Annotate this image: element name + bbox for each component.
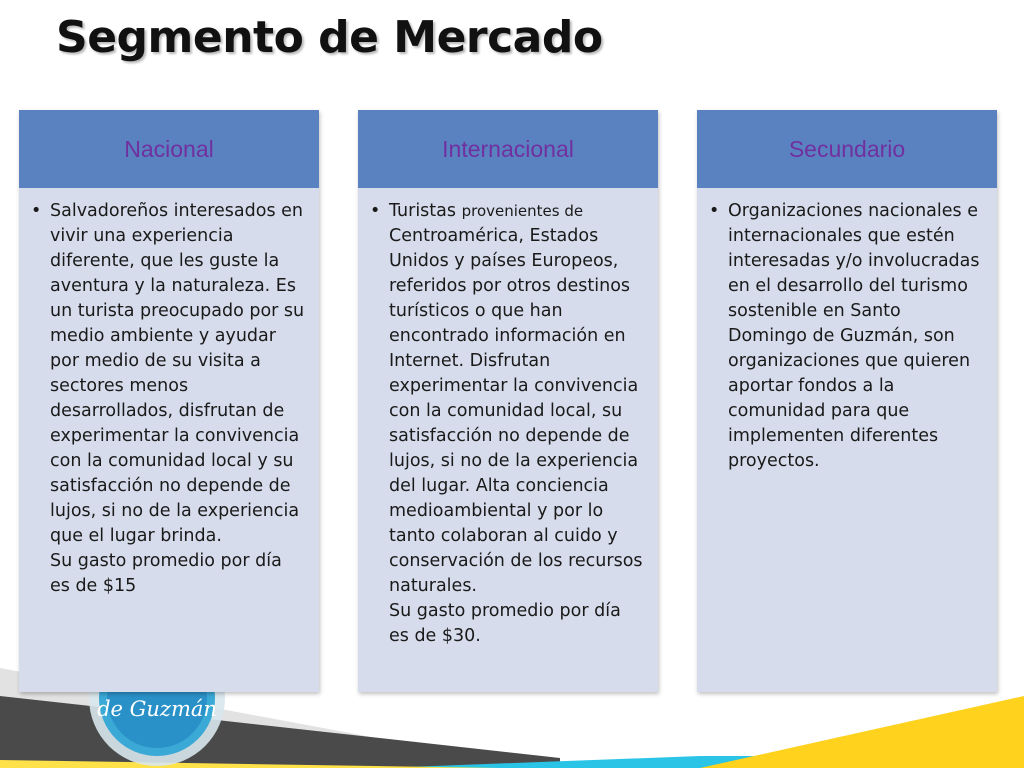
slide-title: Segmento de Mercado — [56, 12, 603, 63]
card-body — [358, 188, 658, 649]
average-spend: Su gasto promedio por día es de $30. — [389, 601, 621, 646]
segment-description — [389, 199, 646, 599]
bullet-icon: • — [31, 201, 42, 221]
svg-text:de Guzmán: de Guzmán — [97, 697, 217, 721]
card-body — [19, 188, 319, 599]
segment-card-internacional — [358, 110, 658, 692]
card-header — [19, 110, 319, 188]
card-title: Internacional — [442, 135, 574, 162]
card-title: Secundario — [788, 135, 906, 162]
bullet-icon: • — [709, 201, 720, 221]
card-header — [697, 110, 997, 188]
segment-description: Salvadoreños interesados en vivir una experiencia diferente, que les guste la aventura y la naturaleza. Es un turista preocupado por su medio ambiente y ayudar por medio de su visita a sectores menos desarrollados, disfrutan de experimentar la convivencia con la comunidad local y su satisfacción no depende de lujos, si no de la experiencia que el lugar brinda. — [50, 201, 305, 546]
card-header — [358, 110, 658, 188]
description-lead: Turistas — [389, 201, 457, 221]
card-title: Nacional — [124, 135, 214, 162]
average-spend: Su gasto promedio por día es de $15 — [50, 551, 282, 596]
bullet-icon: • — [370, 201, 381, 221]
card-body — [697, 188, 997, 474]
segment-card-nacional — [19, 110, 319, 692]
segment-description: Organizaciones nacionales e internacionales que estén interesadas y/o involucradas en el desarrollo del turismo sostenible en Santo Domingo de Guzmán, son organizaciones que quieren aportar fondos a la comunidad para que implementen diferentes proyectos. — [728, 201, 980, 471]
segment-card-secundario — [697, 110, 997, 692]
description-text: Centroamérica, Estados Unidos y países Europeos, referidos por otros destinos turísticos o que han encontrado información en Internet. Disfrutan experimentar la convivencia con la comunidad local, su satisfacción no depende de lujos, si no de la experiencia del lugar. Alta conciencia medioambiental y por lo tanto colaboran al cuido y conservación de los recursos naturales. — [389, 226, 643, 596]
description-small-text: provenientes de — [461, 202, 584, 220]
